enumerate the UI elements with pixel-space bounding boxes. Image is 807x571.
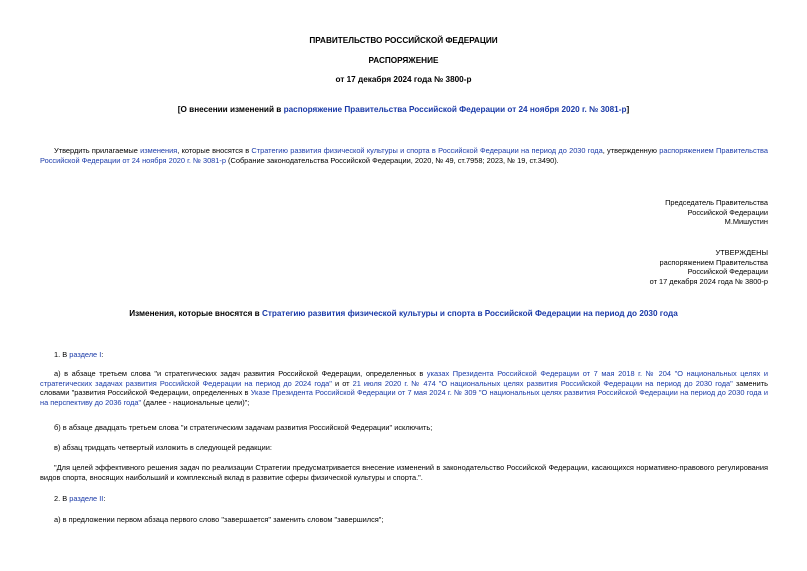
signature-position: Российской Федерации [687,207,768,217]
amended-order-link[interactable]: распоряжение Правительства Российской Федерации от 24 ноября 2020 г. № 3081-р [283,105,627,114]
changes-heading [0,309,807,320]
changes-link[interactable]: изменения [140,146,178,155]
approval-block [650,248,768,287]
strategy-link[interactable]: Стратегию развития физической культуры и спорта в Российской Федерации на период до 2030 года [251,146,603,155]
item-2a: а) в предложении первом абзаца первого слово "завершается" заменить словом "завершился"; [54,515,384,524]
intro-text: , утвержденную [602,146,660,155]
intro-text: Утвердить прилагаемые [54,146,141,155]
approval-line: распоряжением Правительства [659,257,768,267]
section-2-link[interactable]: разделе II [69,494,104,503]
item-text: 2. В [54,494,70,503]
intro-text: (Собрание законодательства Российской Федерации, 2020, № 49, ст.7958; 2023, № 19, ст.3490). [225,155,559,165]
amendment-title-prefix: [О внесении изменений в [177,105,284,114]
amendment-title-suffix: ] [626,105,630,114]
item-1v: в) абзац тридцать четвертый изложить в следующей редакции: [54,443,272,452]
section-1-link[interactable]: разделе I [69,350,102,359]
item-text: и от [331,378,353,388]
government-heading: ПРАВИТЕЛЬСТВО РОССИЙСКОЙ ФЕДЕРАЦИИ [309,36,498,45]
item-1b: б) в абзаце двадцать третьем слова "и стратегическим задачам развития Российской Федерации" исключить; [54,423,433,432]
approval-title: УТВЕРЖДЕНЫ [715,248,768,257]
amendment-title [0,105,807,116]
order-link[interactable]: распоряжением Правительства Российской Федерации от 24 ноября 2020 г. № 3081-р [40,146,768,165]
document-date-number: от 17 декабря 2024 года № 3800-р [335,75,472,84]
item-1v-quote: "Для целей эффективного решения задач по реализации Стратегии предусматривается внесение изменений в законодательство Российской Федерации, касающихся нормативно-правового регулирования видов спорта, вносящих наибольший и комплексный вклад в развитие сферы физической культуры и спорта.". [40,463,768,482]
document-type: РАСПОРЯЖЕНИЕ [368,56,439,65]
approval-line: от 17 декабря 2024 года № 3800-р [649,276,768,286]
strategy-heading-link[interactable]: Стратегию развития физической культуры и спорта в Российской Федерации на период до 2030 года [261,309,678,318]
approval-line: Российской Федерации [687,267,768,277]
item-1a [40,369,768,408]
item-text: : [101,350,104,359]
decree-474-link[interactable]: 21 июля 2020 г. № 474 "О национальных целях развития Российской Федерации на период до 2030 года" [352,378,733,388]
signature-block [665,198,768,227]
signature-name: М.Мишустин [724,217,768,227]
item-text: заменить словами "развития Российской Федерации, определенных в [40,378,768,398]
changes-heading-prefix: Изменения, которые вносятся в [129,309,262,318]
signature-position: Председатель Правительства [665,198,768,207]
decree-309-link[interactable]: Указе Президента Российской Федерации от 7 мая 2024 г. № 309 "О национальных целях развития Российской Федерации на период до 2030 года и на перспективу до 2036 года" [40,388,768,407]
item-1 [40,350,768,360]
intro-paragraph [40,146,768,165]
item-text: (далее - национальные цели)"; [141,397,250,407]
item-text: 1. В [54,350,70,359]
decree-204-link[interactable]: указах Президента Российской Федерации от 7 мая 2018 г. № 204 "О национальных целях и стратегических задачах развития Российской Федерации на период до 2024 года" [40,369,768,388]
item-text: : [103,494,106,503]
item-2 [40,494,768,504]
intro-text: , которые вносятся в [177,146,252,155]
item-text: а) в абзаце третьем слова "и стратегических задач развития Российской Федерации, определенных в [54,369,427,378]
